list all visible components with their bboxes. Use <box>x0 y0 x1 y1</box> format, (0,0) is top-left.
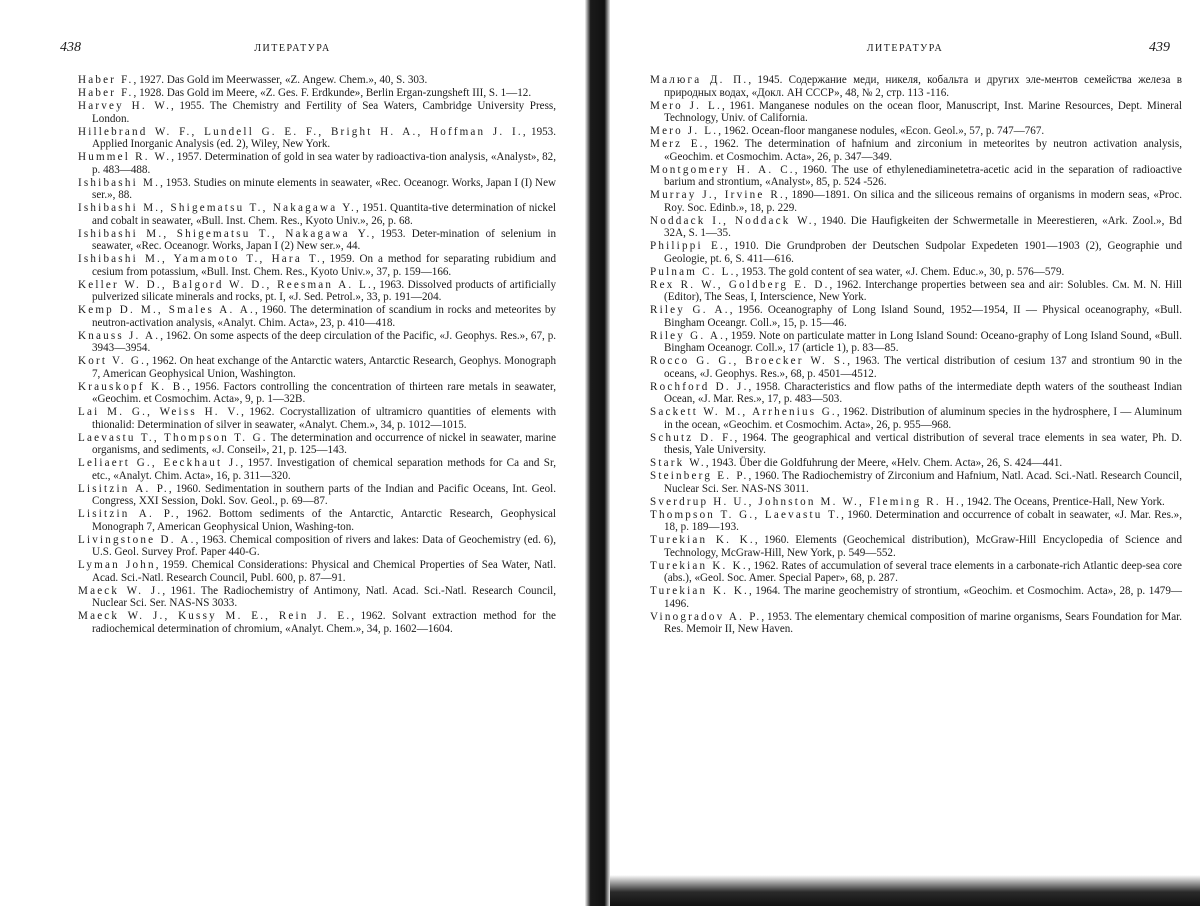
reference-entry <box>650 355 1182 380</box>
reference-entry <box>78 534 556 559</box>
reference-author: Hillebrand W. F., Lundell G. E. F., Bright H. A., Hoffman J. I. <box>78 125 523 138</box>
reference-author: Mero J. L. <box>650 99 722 112</box>
page-number: 439 <box>1149 40 1170 55</box>
reference-text: , 1953. Deter-mination of selenium in seawater, «Rec. Oceanogr. Works, Japan I (2) New ser.», 44. <box>92 227 556 252</box>
reference-entry <box>650 125 1182 138</box>
reference-author: Laevastu T., Thompson T. G. <box>78 431 268 444</box>
reference-author: Rocco G. G., Broecker W. S. <box>650 355 848 367</box>
reference-entry <box>78 585 556 610</box>
reference-text: , 1951. Quantita-tive determination of nickel and cobalt in seawater, «Bull. Inst. Chem. Res., Kyoto Univ.», 26, p. 68. <box>92 202 556 227</box>
right-page-header <box>610 40 1200 60</box>
reference-entry <box>650 406 1182 431</box>
reference-text: , 1963. The vertical distribution of cesium 137 and strontium 90 in the oceans, «J. Geophys. Res.», 68, p. 4501—4512. <box>664 355 1183 380</box>
reference-text: , 1943. Über die Goldfuhrung der Meere, «Helv. Chem. Acta», 26, S. 424—441. <box>705 457 1063 469</box>
reference-list <box>78 74 556 636</box>
reference-text: , 1953. The gold content of sea water, «J. Chem. Educ.», 30, p. 576—579. <box>735 265 1065 278</box>
reference-text: , 1942. The Oceans, Prentice-Hall, New York. <box>961 495 1165 508</box>
reference-entry <box>650 432 1182 457</box>
reference-author: Schutz D. F. <box>650 431 735 444</box>
reference-text: , 1953. Applied Inorganic Analysis (ed. 2), Wiley, New York. <box>92 125 556 150</box>
right-page <box>610 0 1200 906</box>
reference-text: , 1959. Note on particulate matter in Long Island Sound: Oceano-graphy of Long Island Sound, «Bull. Bingham Oceanogr. Coll.», 17 (article 1), p. 83—85. <box>664 329 1182 354</box>
reference-text: , 1958. Characteristics and flow paths of the intermediate depth waters of the southeast Indian Ocean, «J. Mar. Res.», 17, p. 483—503. <box>664 380 1182 405</box>
reference-text: , 1959. Chemical Considerations: Physical and Chemical Properties of Sea Water, Natl. Acad. Sci.-Natl. Research Council, Publ. 600, p. 87—91. <box>92 559 556 584</box>
reference-entry <box>78 151 556 176</box>
reference-author: Mero J. L. <box>650 125 719 137</box>
reference-author: Riley G. A. <box>650 304 730 316</box>
reference-text: , 1953. The elementary chemical composition of marine organisms, Sears Foundation for Mar. Res. Memoir II, New Haven. <box>664 610 1182 635</box>
reference-entry <box>78 457 556 482</box>
reference-entry <box>78 483 556 508</box>
reference-author: Haber F. <box>78 87 134 99</box>
reference-text: , 1963. Dissolved products of artificially pulverized silicate minerals and rocks, pt. I, «J. Sed. Petrol.», 33, p. 191—204. <box>92 278 556 303</box>
reference-author: Philippi E. <box>650 240 725 252</box>
reference-text: , 1962. Distribution of aluminum species in the hydrosphere, I — Aluminum in the ocean, «Geochim. et Cosmochim. Acta», 26, p. 955—968. <box>664 406 1183 431</box>
reference-author: Sverdrup H. U., Johnston M. W., Fleming R. H. <box>650 495 962 508</box>
reference-text: , 1940. Die Haufigkeiten der Schwermetalle in Meerestieren, «Ark. Zool.», Bd 32A, S. 1—35. <box>664 214 1182 239</box>
reference-text: , 1927. Das Gold im Meerwasser, «Z. Angew. Chem.», 40, S. 303. <box>133 74 428 86</box>
reference-author: Lisitzin A. P. <box>78 482 169 495</box>
reference-text: , 1957. Investigation of chemical separation methods for Ca and Sr, etc., «Analyt. Chim. Acta», 16, p. 311—320. <box>92 457 557 482</box>
running-head: ЛИТЕРАТУРА <box>866 43 944 54</box>
reference-author: Vinogradov A. P. <box>650 610 762 623</box>
left-page <box>0 0 585 906</box>
reference-text: , 1964. The marine geochemistry of strontium, «Geochim. et Cosmochim. Acta», 28, p. 1479—1496. <box>664 585 1182 610</box>
reference-author: Murray J., Irvine R. <box>650 189 785 201</box>
reference-entry <box>78 432 556 457</box>
reference-author: Steinberg E. P. <box>650 470 749 482</box>
reference-text: , 1964. The geographical and vertical distribution of several trace elements in sea water, Ph. D. thesis, Yale University. <box>664 431 1182 456</box>
reference-author: Ishibashi M., Shigematsu T., Nakagawa Y. <box>78 227 372 240</box>
reference-entry <box>650 138 1182 163</box>
book-gutter-shadow <box>585 0 610 906</box>
reference-text: , 1953. Studies on minute elements in seawater, «Rec. Oceanogr. Works, Japan I (I) New ser.», 88. <box>92 176 557 201</box>
reference-text: , 1960. Sedimentation in southern parts of the Indian and Pacific Oceans, Int. Geol. Congress, XXI Session, Dokl. Sov. Geol., p. 69—87. <box>92 482 556 507</box>
reference-entry <box>650 279 1182 304</box>
reference-entry <box>650 330 1182 355</box>
reference-entry <box>650 381 1182 406</box>
reference-author: Rochford D. J. <box>650 380 749 393</box>
reference-entry <box>650 470 1182 495</box>
reference-author: Ishibashi M., Shigematsu T., Nakagawa Y. <box>78 202 357 214</box>
reference-entry <box>650 240 1182 265</box>
reference-text: , 1955. The Chemistry and Fertility of Sea Waters, Cambridge University Press, London. <box>92 100 556 125</box>
reference-entry <box>78 304 556 329</box>
reference-text: , 1961. The Radiochemistry of Antimony, Natl. Acad. Sci.-Natl. Research Council, Nuclear Sci. Ser. NAS-NS 3033. <box>92 584 557 609</box>
reference-entry <box>650 304 1182 329</box>
reference-author: Thompson T. G., Laevastu T. <box>650 508 842 521</box>
reference-author: Turekian K. K. <box>650 559 748 572</box>
reference-entry <box>650 164 1182 189</box>
reference-text: , 1960. The use of ethylenediaminetetra-acetic acid in the separation of radioactive barium and strontium, «Analyst», 85, p. 524 -526. <box>664 163 1182 188</box>
reference-text: , 1962. Interchange properties between sea and air: Solubles. См. M. N. Hill (Editor), The Seas, I, Interscience, New York. <box>664 278 1182 303</box>
reference-entry <box>78 508 556 533</box>
reference-text: , 1960. Elements (Geochemical distribution), McGraw-Hill Encyclopedia of Science and Technology, McGraw-Hill, New York, p. 549—552. <box>664 534 1182 559</box>
reference-text: , 1956. Factors controlling the concentration of thirteen rare metals in seawater, «Geochim. et Cosmochim. Acta», 9, p. 1—32B. <box>92 380 556 405</box>
reference-author: Lai M. G., Weiss H. V. <box>78 406 242 418</box>
reference-author: Lisitzin A. P. <box>78 508 176 520</box>
reference-entry <box>650 74 1182 99</box>
reference-author: Kort V. G. <box>78 355 147 367</box>
reference-entry <box>78 228 556 253</box>
reference-entry <box>78 355 556 380</box>
reference-list <box>650 74 1182 636</box>
reference-entry <box>650 534 1182 559</box>
reference-entry <box>650 189 1182 214</box>
reference-entry <box>78 279 556 304</box>
book-edge-shadow <box>610 875 1200 906</box>
reference-entry <box>650 215 1182 240</box>
reference-author: Harvey H. W. <box>78 100 172 112</box>
reference-entry <box>78 406 556 431</box>
reference-text: , 1960. The Radiochemistry of Zirconium and Hafnium, Natl. Acad. Sci.-Natl. Research Council, Nuclear Sci. Ser. NAS-NS 3011. <box>664 470 1182 495</box>
reference-entry <box>650 496 1182 509</box>
reference-entry <box>78 330 556 355</box>
reference-entry <box>78 253 556 278</box>
reference-text: , 1962. Cocrystallization of ultramicro quantities of elements with thionalid: Determination of silver in seawater, «Analyt. Chem.», 34, p. 1012—1015. <box>92 406 556 431</box>
reference-entry <box>78 74 556 87</box>
reference-text: , 1960. Determination and occurrence of cobalt in seawater, «J. Mar. Res.», 18, p. 189—193. <box>664 508 1182 533</box>
reference-text: , 1961. Manganese nodules on the ocean floor, Manuscript, Inst. Marine Resources, Dept. Mineral Technology, Univ. of California. <box>664 99 1182 124</box>
reference-text: , 1890—1891. On silica and the siliceous remains of organisms in modern seas, «Proc. Roy. Soc. Edinb.», 18, p. 229. <box>664 189 1182 214</box>
reference-author: Sackett W. M., Arrhenius G. <box>650 406 837 418</box>
reference-text: , 1957. Determination of gold in sea water by radioactiva-tion analysis, «Analyst», 82, p. 483—488. <box>92 151 557 176</box>
left-page-header <box>0 40 585 60</box>
reference-text: , 1960. The determination of scandium in rocks and meteorites by neutron-activation analysis, «Analyt. Chim. Acta», 23, p. 410—418. <box>92 304 556 329</box>
reference-author: Stark W. <box>650 457 706 469</box>
running-head: ЛИТЕРАТУРА <box>254 43 331 54</box>
reference-text: The determination and occurrence of nickel in seawater, marine organisms, and sediments, «J. Conseil», 21, p. 125—143. <box>92 431 556 456</box>
reference-author: Ishibashi M. <box>78 176 161 189</box>
reference-author: Maeck W. J. <box>78 584 163 597</box>
reference-author: Kemp D. M., Smales A. A. <box>78 304 255 316</box>
reference-entry <box>650 611 1182 636</box>
reference-entry <box>78 100 556 125</box>
reference-author: Knauss J. A. <box>78 329 161 342</box>
reference-text: , 1928. Das Gold im Meere, «Z. Ges. F. Erdkunde», Berlin Ergan-zungsheft III, S. 1—12. <box>133 87 532 99</box>
reference-author: Keller W. D., Balgord W. D., Reesman A. L. <box>78 278 373 291</box>
reference-author: Малюга Д. П. <box>650 74 749 86</box>
reference-author: Lyman John <box>78 559 156 571</box>
reference-text: , 1959. On a method for separating rubidium and cesium from potassium, «Bull. Inst. Chem. Res., Kyoto Univ.», 37, p. 159—166. <box>92 253 556 278</box>
reference-author: Montgomery H. A. C. <box>650 163 795 176</box>
reference-entry <box>78 126 556 151</box>
reference-entry <box>78 177 556 202</box>
page-number: 438 <box>60 40 81 55</box>
reference-entry <box>650 457 1182 470</box>
reference-text: , 1962. On some aspects of the deep circulation of the Pacific, «J. Geophys. Res.», 67, p. 3943—3954. <box>92 329 557 354</box>
reference-entry <box>650 100 1182 125</box>
reference-author: Maeck W. J., Kussy M. E., Rein J. E. <box>78 610 352 622</box>
reference-text: , 1963. Chemical composition of rivers and lakes: Data of Geochemistry (ed. 6), U.S. Geol. Survey Prof. Paper 440-G. <box>92 533 557 558</box>
reference-entry <box>78 202 556 227</box>
reference-author: Merz E. <box>650 138 705 150</box>
reference-author: Rex R. W., Goldberg E. D. <box>650 278 830 291</box>
reference-author: Noddack I., Noddack W. <box>650 214 814 227</box>
reference-author: Pulnam C. L. <box>650 265 736 278</box>
reference-text: , 1962. Ocean-floor manganese nodules, «Econ. Geol.», 57, p. 747—767. <box>718 125 1045 137</box>
reference-text: , 1962. Bottom sediments of the Antarctic, Antarctic Research, Geophysical Monograph 7, American Geophysical Union, Washing-ton. <box>92 508 556 533</box>
reference-text: , 1910. Die Grundproben der Deutschen Sudpolar Expedeten 1901—1903 (2), Geographie und Geologie, pt. 6, S. 411—616. <box>664 240 1182 265</box>
reference-author: Livingstone D. A. <box>78 533 196 546</box>
reference-text: , 1962. The determination of hafnium and zirconium in meteorites by neutron activation analysis, «Geochim. et Cosmochim. Acta», 26, p. 347—349. <box>664 138 1182 163</box>
reference-author: Ishibashi M., Yamamoto T., Hara T. <box>78 253 322 265</box>
reference-author: Riley G. A. <box>650 329 726 342</box>
reference-entry <box>650 266 1182 279</box>
reference-author: Turekian K. K. <box>650 585 750 597</box>
reference-author: Turekian K. K. <box>650 534 755 546</box>
reference-text: , 1962. On heat exchange of the Antarctic waters, Antarctic Research, Geophys. Monograph 7, American Geophysical Union, Washington. <box>92 355 556 380</box>
reference-text: , 1962. Solvant extraction method for the radiochemical determination of chromium, «Analyt. Chem.», 34, p. 1602—1604. <box>92 610 556 635</box>
reference-text: , 1945. Содержание меди, никеля, кобальта и других эле-ментов семейства железа в природных водах, «Докл. АН СССР», 48, № 2, стр. 113 -116. <box>664 74 1182 99</box>
reference-author: Leliaert G., Eeckhaut J. <box>78 457 241 469</box>
reference-entry <box>78 559 556 584</box>
reference-entry <box>78 381 556 406</box>
reference-entry <box>78 610 556 635</box>
reference-author: Haber F. <box>78 74 134 86</box>
reference-entry <box>650 509 1182 534</box>
reference-entry <box>78 87 556 100</box>
reference-author: Hummel R. W. <box>78 151 172 163</box>
reference-text: , 1956. Oceanography of Long Island Sound, 1952—1954, II — Physical oceanography, «Bull. Bingham Oceangr. Coll.», 15, p. 15—46. <box>664 304 1182 329</box>
reference-text: , 1962. Rates of accumulation of several trace elements in a carbonate-rich Atlantic deep-sea core (abs.), «Geol. Soc. Amer. Special Paper», 68, p. 287. <box>664 559 1182 584</box>
reference-entry <box>650 560 1182 585</box>
reference-entry <box>650 585 1182 610</box>
reference-author: Krauskopf K. B. <box>78 380 188 393</box>
